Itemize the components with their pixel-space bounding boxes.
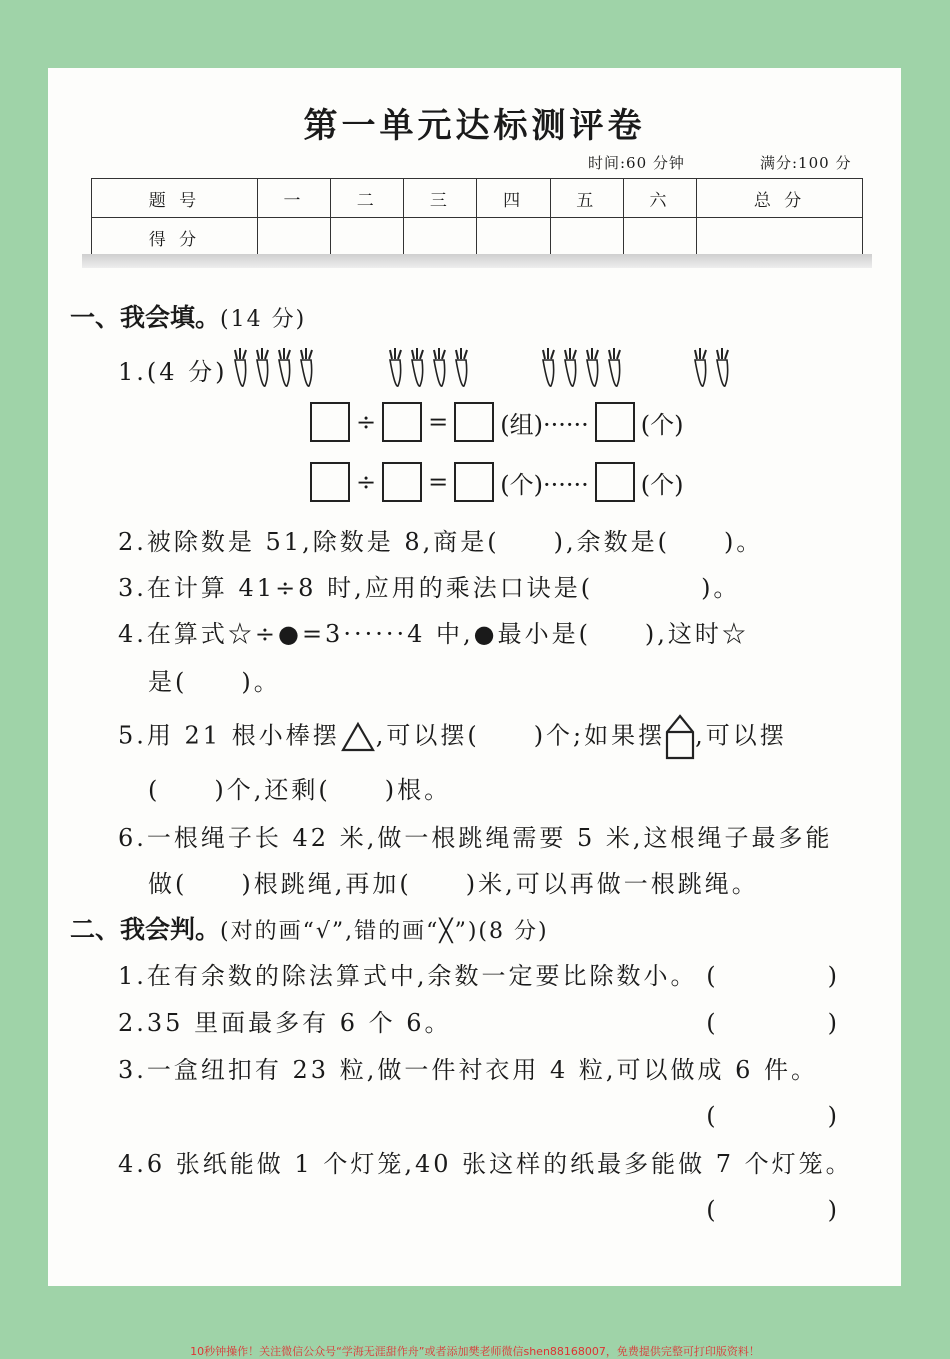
judge-question-1: 1.在有余数的除法算式中,余数一定要比除数小。 [118, 962, 698, 990]
question-3: 3.在计算 41÷8 时,应用的乘法口诀是( )。 [118, 574, 741, 602]
score-cell[interactable] [257, 218, 330, 257]
answer-box[interactable] [382, 462, 422, 502]
answer-box[interactable] [310, 402, 350, 442]
score-cell[interactable] [331, 218, 404, 257]
score-cell[interactable] [697, 218, 863, 257]
question-2: 2.被除数是 51,除数是 8,商是( ),余数是( )。 [118, 528, 764, 556]
score-table-header-cell: 三 [404, 179, 477, 218]
section2-instruction: (对的画“√”,错的画“╳”)(8 分) [220, 919, 549, 944]
equation-row-2 [310, 462, 683, 502]
section2-title: 二、我会判。 [70, 915, 221, 944]
table-shadow [82, 254, 872, 268]
question-5-line1 [118, 714, 787, 760]
score-table-header-cell: 六 [623, 179, 696, 218]
answer-box[interactable] [595, 402, 635, 442]
worksheet-paper [48, 68, 901, 1286]
score-table-header-cell: 五 [550, 179, 623, 218]
judge-question-2: 2.35 里面最多有 6 个 6。 [118, 1009, 452, 1037]
carrot-group [691, 346, 731, 388]
carrot-icon [275, 346, 293, 388]
carrot-group [386, 346, 470, 388]
section1-heading [70, 298, 306, 334]
carrot-icon [713, 346, 731, 388]
divide-sign: ÷ [356, 468, 377, 496]
carrot-icon [386, 346, 404, 388]
section1-title: 一、我会填。 [70, 303, 221, 332]
equation-row-1 [310, 402, 683, 442]
score-cell[interactable] [404, 218, 477, 257]
question-6-line2: 做( )根跳绳,再加( )米,可以再做一根跳绳。 [148, 870, 759, 898]
section1-points: (14 分) [220, 307, 307, 332]
question-6-line1: 6.一根绳子长 42 米,做一根跳绳需要 5 米,这根绳子最多能 [118, 824, 833, 852]
equals-sign: = [428, 468, 449, 496]
divide-sign: ÷ [356, 408, 377, 436]
score-row-label: 得 分 [92, 218, 258, 257]
judge-blank[interactable]: ( ) [706, 962, 881, 990]
page-title: 第一单元达标测评卷 [303, 106, 646, 146]
question-4-line1: 4.在算式☆÷●=3······4 中,●最小是( ),这时☆ [118, 620, 749, 648]
carrot-icon [297, 346, 315, 388]
judge-blank[interactable]: ( ) [706, 1102, 881, 1130]
footer-notice: 10秒钟操作！关注微信公众号“学海无涯甜作舟”或者添加樊老师微信shen88168007，免费提供完整可打印版资料！ [190, 1345, 760, 1358]
answer-box[interactable] [310, 462, 350, 502]
judge-blank[interactable]: ( ) [706, 1009, 881, 1037]
carrot-icon [452, 346, 470, 388]
answer-box[interactable] [454, 462, 494, 502]
q5-text-c: ,可以摆 [695, 721, 787, 750]
q1-prefix: 1.(4 分) [118, 358, 228, 386]
judge-question-4: 4.6 张纸能做 1 个灯笼,40 张这样的纸最多能做 7 个灯笼。 [118, 1150, 853, 1178]
score-cell[interactable] [550, 218, 623, 257]
carrot-icon [561, 346, 579, 388]
carrot-group [539, 346, 623, 388]
carrot-icon [253, 346, 271, 388]
q5-text-a: 5.用 21 根小棒摆 [118, 721, 340, 750]
carrot-group [231, 346, 315, 388]
score-table-header-cell: 二 [331, 179, 404, 218]
answer-box[interactable] [454, 402, 494, 442]
full-score: 满分:100 分 [760, 154, 852, 172]
score-table-header-cell: 一 [257, 179, 330, 218]
section2-heading [70, 910, 549, 946]
score-table-header-cell: 题 号 [92, 179, 258, 218]
equals-sign: = [428, 408, 449, 436]
unit-label: (个) [640, 470, 684, 499]
question-4-line2: 是( )。 [148, 668, 281, 696]
score-table-header-cell: 总 分 [697, 179, 863, 218]
time-limit: 时间:60 分钟 [588, 154, 685, 172]
answer-box[interactable] [382, 402, 422, 442]
carrot-icon [430, 346, 448, 388]
answer-box[interactable] [595, 462, 635, 502]
score-cell[interactable] [477, 218, 550, 257]
score-table-score-row [92, 218, 863, 257]
carrot-icon [231, 346, 249, 388]
q5-text-b: ,可以摆( )个;如果摆 [375, 721, 666, 750]
score-cell[interactable] [623, 218, 696, 257]
carrot-icon [605, 346, 623, 388]
score-table-header-cell: 四 [477, 179, 550, 218]
carrot-icon [583, 346, 601, 388]
unit-label: (组)······ [500, 410, 589, 439]
carrot-icon [408, 346, 426, 388]
question-5-line2: ( )个,还剩( )根。 [148, 776, 452, 804]
triangle-icon [340, 721, 376, 753]
house-shape-icon [665, 714, 695, 760]
score-table [91, 178, 863, 257]
unit-label: (个)······ [500, 470, 589, 499]
judge-question-3: 3.一盒纽扣有 23 粒,做一件衬衣用 4 粒,可以做成 6 件。 [118, 1056, 819, 1084]
score-table-header-row [92, 179, 863, 218]
carrot-icon [539, 346, 557, 388]
judge-blank[interactable]: ( ) [706, 1196, 881, 1224]
carrot-icon [691, 346, 709, 388]
unit-label: (个) [640, 410, 684, 439]
